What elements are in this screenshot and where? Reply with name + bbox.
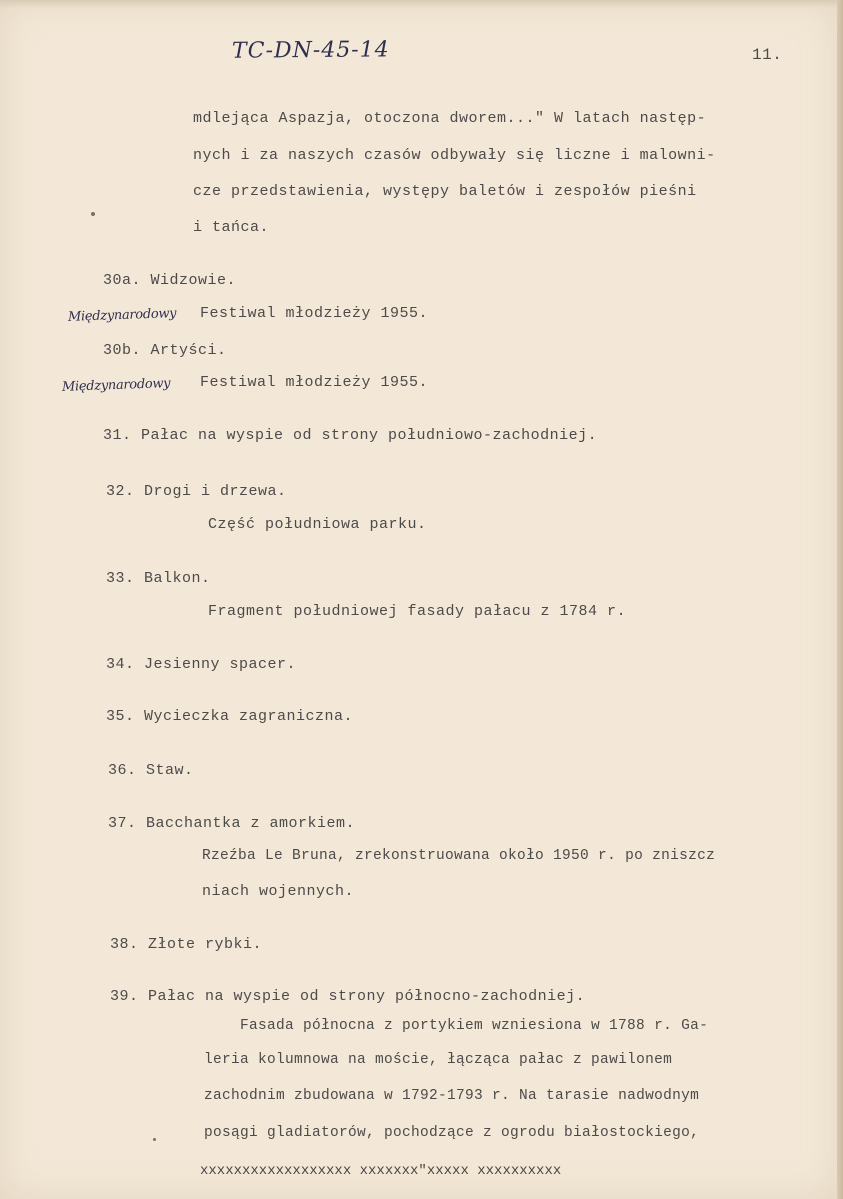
entry-32-title: 32. Drogi i drzewa. bbox=[106, 483, 287, 500]
entry-31-title: 31. Pałac na wyspie od strony południowo-zachodniej. bbox=[103, 427, 598, 444]
entry-30a-handwritten-note: Międzynarodowy bbox=[67, 306, 177, 325]
entry-38-title: 38. Złote rybki. bbox=[110, 936, 263, 953]
entry-39-description-line-2: leria kolumnowa na moście, łącząca pałac z pawilonem bbox=[204, 1052, 673, 1068]
body-line-3: cze przedstawienia, występy baletów i zespołów pieśni bbox=[193, 183, 697, 200]
hole-punch-mark bbox=[91, 212, 95, 216]
entry-30b-description: Festiwal młodzieży 1955. bbox=[200, 374, 429, 391]
entry-33-title: 33. Balkon. bbox=[106, 570, 211, 587]
entry-30a-title: 30a. Widzowie. bbox=[103, 272, 237, 289]
entry-37-description-line-2: niach wojennych. bbox=[202, 883, 355, 900]
entry-39-description-line-3: zachodnim zbudowana w 1792-1793 r. Na tarasie nadwodnym bbox=[204, 1088, 700, 1104]
entry-39-description-line-1: Fasada północna z portykiem wzniesiona w 1788 r. Ga- bbox=[240, 1018, 709, 1034]
body-line-1: mdlejąca Aspazja, otoczona dworem..." W latach następ- bbox=[193, 110, 707, 127]
entry-39-description-line-4: posągi gladiatorów, pochodzące z ogrodu białostockiego, bbox=[204, 1125, 700, 1141]
entry-32-description: Część południowa parku. bbox=[208, 516, 427, 533]
body-line-2: nych i za naszych czasów odbywały się liczne i malowni- bbox=[193, 147, 716, 164]
struck-out-line: xxxxxxxxxxxxxxxxxx xxxxxxx"xxxxx xxxxxxxxxx bbox=[200, 1163, 562, 1179]
entry-36-title: 36. Staw. bbox=[108, 762, 194, 779]
entry-30b-handwritten-note: Międzynarodowy bbox=[61, 376, 171, 395]
paper-right-edge bbox=[837, 0, 843, 1199]
entry-33-description: Fragment południowej fasady pałacu z 1784 r. bbox=[208, 603, 627, 620]
ink-dot-mark bbox=[153, 1138, 156, 1141]
handwritten-reference: TC-DN-45-14 bbox=[231, 37, 390, 64]
entry-39-title: 39. Pałac na wyspie od strony północno-zachodniej. bbox=[110, 988, 586, 1005]
entry-37-description-line-1: Rzeźba Le Bruna, zrekonstruowana około 1950 r. po zniszcz bbox=[202, 848, 716, 864]
entry-34-title: 34. Jesienny spacer. bbox=[106, 656, 297, 673]
body-line-4: i tańca. bbox=[193, 219, 270, 236]
entry-37-title: 37. Bacchantka z amorkiem. bbox=[108, 815, 356, 832]
entry-30a-description: Festiwal młodzieży 1955. bbox=[200, 305, 429, 322]
entry-35-title: 35. Wycieczka zagraniczna. bbox=[106, 708, 354, 725]
paper-top-edge bbox=[0, 0, 843, 8]
entry-30b-title: 30b. Artyści. bbox=[103, 342, 227, 359]
page-number: 11. bbox=[752, 46, 783, 64]
